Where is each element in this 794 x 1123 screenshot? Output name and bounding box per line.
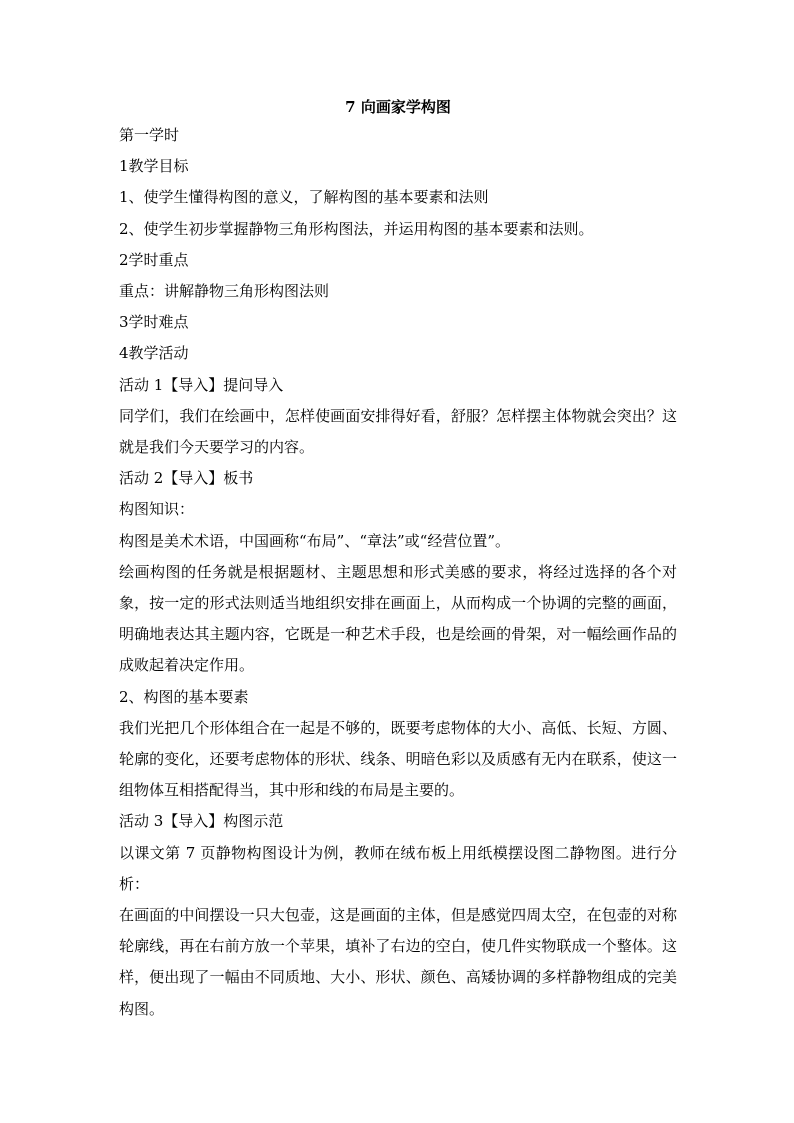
document-page	[119, 94, 677, 1025]
activity-2-heading: 活动 2【导入】板书	[119, 469, 254, 488]
activity-1-heading: 活动 1【导入】提问导入	[119, 375, 284, 394]
elements-heading: 2、构图的基本要素	[119, 687, 249, 706]
objective-1: 1、使学生懂得构图的意义，了解构图的基本要素和法则	[119, 188, 489, 207]
section-heading-difficulties: 3学时难点	[119, 313, 189, 332]
activity-3-heading: 活动 3【导入】构图示范	[119, 812, 284, 831]
intro-paragraph: 同学们，我们在绘画中，怎样使画面安排得好看，舒服？怎样摆主体物就会突出？这就是我们今天要学习的内容。	[119, 406, 677, 457]
document-title: 7 向画家学构图	[345, 98, 451, 116]
section-heading-key-points: 2学时重点	[119, 250, 189, 269]
task-paragraph: 绘画构图的任务就是根据题材、主题思想和形式美感的要求，将经过选择的各个对象，按一定的形式法则适当地组织安排在画面上，从而构成一个协调的完整的画面，明确地表达其主题内容，它既是一种艺术手段，也是绘画的骨架，对一幅绘画作品的成败起着决定作用。	[119, 562, 677, 675]
demo-paragraph: 以课文第 7 页静物构图设计为例，教师在绒布板上用纸模摆设图二静物图。进行分析：	[119, 843, 677, 893]
lesson-period: 第一学时	[119, 126, 180, 144]
analysis-paragraph: 在画面的中间摆设一只大包壶，这是画面的主体，但是感觉四周太空，在包壶的对称轮廓线，再在右前方放一个苹果，填补了右边的空白，使几件实物联成一个整体。这样，便出现了一幅由不同质地、大小、形状、颜色、高矮协调的多样静物组成的完美构图。	[119, 906, 677, 1018]
section-heading-objectives: 1教学目标	[119, 157, 189, 176]
key-point: 重点：讲解静物三角形构图法则	[119, 282, 330, 301]
elements-paragraph: 我们光把几个形体组合在一起是不够的，既要考虑物体的大小、高低、长短、方圆、轮廓的变化，还要考虑物体的形状、线条、明暗色彩以及质感有无内在联系，使这一组物体互相搭配得当，其中形和线的布局是主要的。	[119, 718, 677, 800]
knowledge-label: 构图知识：	[119, 500, 195, 519]
definition-line: 构图是美术术语，中国画称“布局”、“章法”或“经营位置”。	[119, 531, 511, 550]
objective-2: 2、使学生初步掌握静物三角形构图法，并运用构图的基本要素和法则。	[119, 219, 594, 238]
section-heading-activities: 4教学活动	[119, 344, 189, 363]
